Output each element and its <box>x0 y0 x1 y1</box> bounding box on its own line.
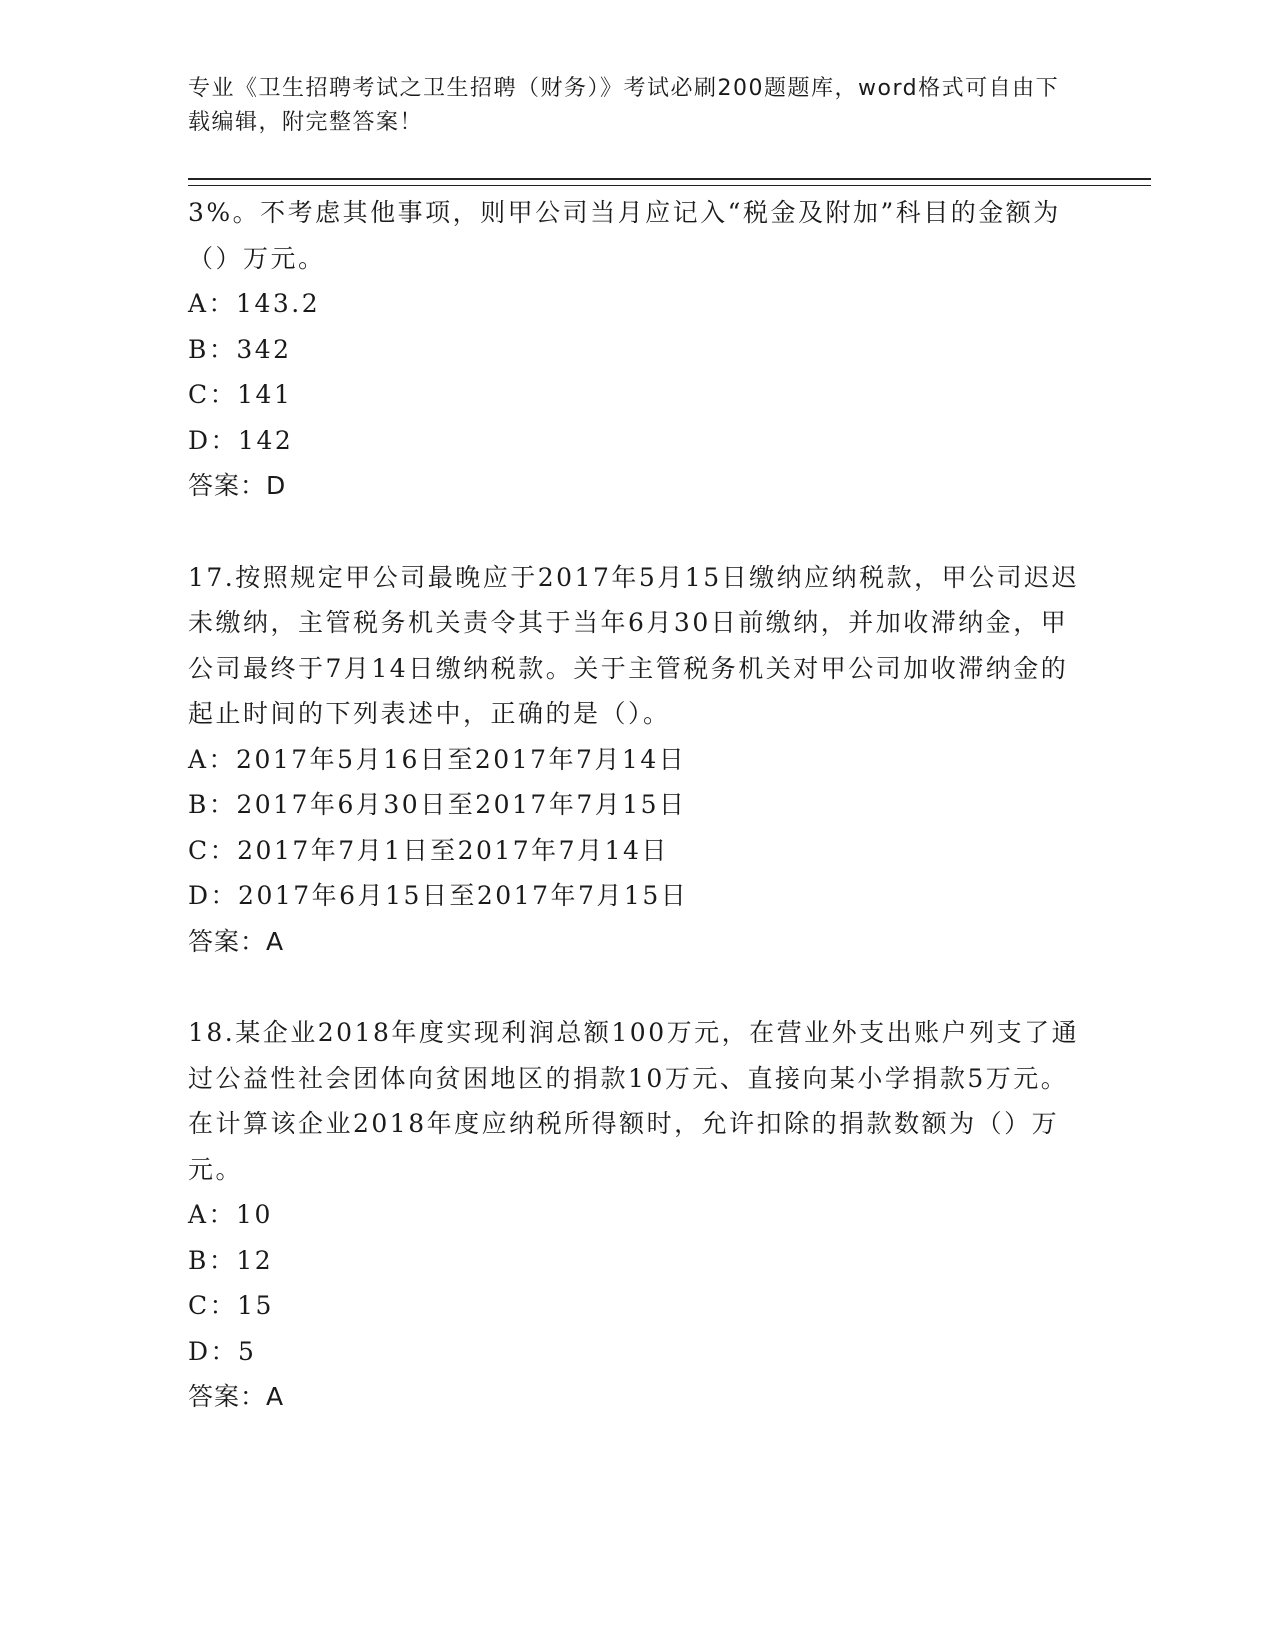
option-d: D：2017年6月15日至2017年7月15日 <box>188 881 689 910</box>
question-block <box>188 1010 1083 1420</box>
option-a: A：10 <box>188 1200 273 1229</box>
page-header: 专业《卫生招聘考试之卫生招聘（财务）》考试必刷200题题库，word格式可自由下载编辑，附完整答案！ <box>188 76 1060 135</box>
option-d: D：5 <box>188 1336 257 1366</box>
answer: 答案：A <box>188 926 285 956</box>
header-rule-thick <box>188 178 1151 180</box>
option-d: D：142 <box>188 425 294 455</box>
question-stem: 18.某企业2018年度实现利润总额100万元，在营业外支出账户列支了通过公益性社会团体向贫困地区的捐款10万元、直接向某小学捐款5万元。在计算该企业2018年度应纳税所得额时，允许扣除的捐款数额为（）万元。 <box>188 1018 1080 1184</box>
question-spacer <box>188 509 1083 555</box>
question-block <box>188 555 1083 965</box>
option-b: B：342 <box>188 334 292 364</box>
option-b: B：12 <box>188 1245 274 1275</box>
question-stem: 3%。不考虑其他事项，则甲公司当月应记入“税金及附加”科目的金额为（）万元。 <box>188 198 1061 273</box>
header-rule-thin <box>188 185 1151 186</box>
question-spacer <box>188 964 1083 1010</box>
option-c: C：141 <box>188 380 293 409</box>
option-a: A：143.2 <box>188 289 321 318</box>
option-c: C：15 <box>188 1291 274 1320</box>
option-b: B：2017年6月30日至2017年7月15日 <box>188 790 687 819</box>
question-block <box>188 190 1083 509</box>
option-a: A：2017年5月16日至2017年7月14日 <box>188 744 687 774</box>
document-body <box>188 190 1083 1420</box>
answer: 答案：D <box>188 471 287 500</box>
question-stem: 17.按照规定甲公司最晚应于2017年5月15日缴纳应纳税款，甲公司迟迟未缴纳，主管税务机关责令其于当年6月30日前缴纳，并加收滞纳金，甲公司最终于7月14日缴纳税款。关于主管税务机关对甲公司加收滞纳金的起止时间的下列表述中，正确的是（）。 <box>188 562 1080 728</box>
answer: 答案：A <box>188 1382 285 1411</box>
option-c: C：2017年7月1日至2017年7月14日 <box>188 835 669 865</box>
